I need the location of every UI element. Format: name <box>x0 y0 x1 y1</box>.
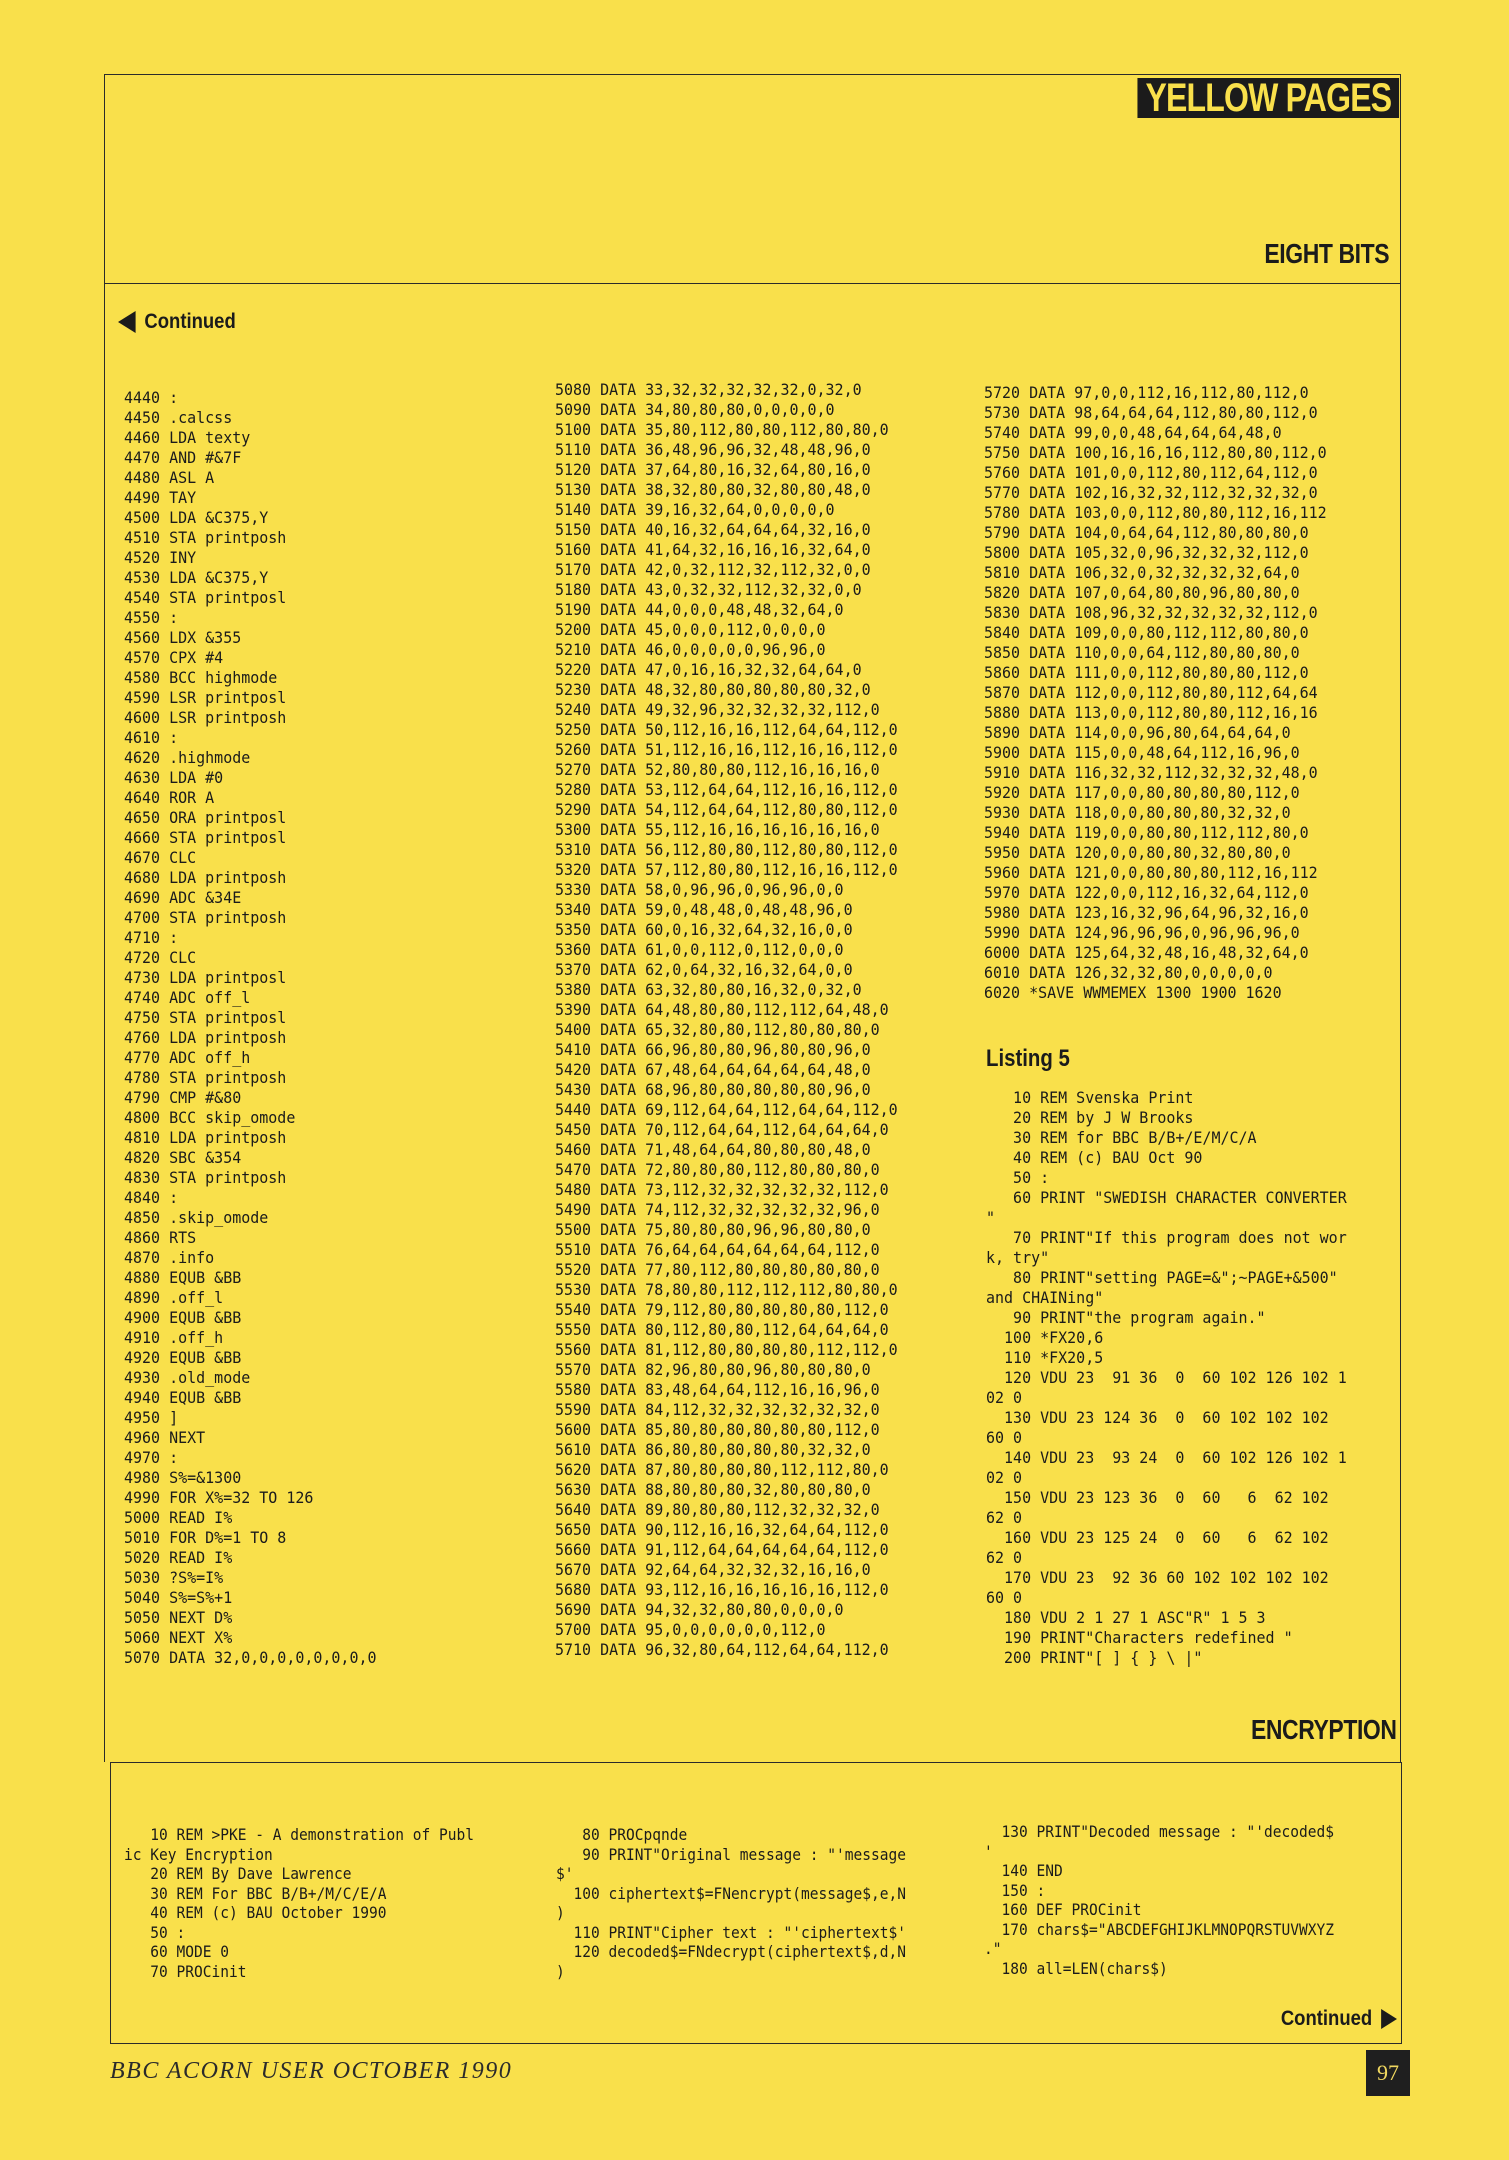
continued-top-label <box>118 310 236 334</box>
code-column-right: 5720 DATA 97,0,0,112,16,112,80,112,0 5730 DATA 98,64,64,64,112,80,80,112,0 5740 DATA 99,0,0,48,64,64,64,48,0 5750 DATA 100,16,16,16,112,80,80,112,0 5760 DATA 101,0,0,112,80,112,64,112,0 5770 DATA 102,16,32,32,112,32,32,32,0 5780 DATA 103,0,0,112,80,80,112,16,112 5790 DATA 104,0,64,64,112,80,80,80,0 5800 DATA 105,32,0,96,32,32,32,112,0 5810 DATA 106,32,0,32,32,32,32,64,0 5820 DATA 107,0,64,80,80,96,80,80,0 5830 DATA 108,96,32,32,32,32,32,112,0 5840 DATA 109,0,0,80,112,112,80,80,0 5850 DATA 110,0,0,64,112,80,80,80,0 5860 DATA 111,0,0,112,80,80,80,112,0 5870 DATA 112,0,0,112,80,80,112,64,64 5880 DATA 113,0,0,112,80,80,112,16,16 5890 DATA 114,0,0,96,80,64,64,64,0 5900 DATA 115,0,0,48,64,112,16,96,0 5910 DATA 116,32,32,112,32,32,32,48,0 5920 DATA 117,0,0,80,80,80,80,112,0 5930 DATA 118,0,0,80,80,80,32,32,0 5940 DATA 119,0,0,80,80,112,112,80,0 5950 DATA 120,0,0,80,80,32,80,80,0 5960 DATA 121,0,0,80,80,80,112,16,112 5970 DATA 122,0,0,112,16,32,64,112,0 5980 DATA 123,16,32,96,64,96,32,16,0 5990 DATA 124,96,96,96,0,96,96,96,0 6000 DATA 125,64,32,48,16,48,32,64,0 6010 DATA 126,32,32,80,0,0,0,0,0 6020 *SAVE WWMEMEX 1300 1900 1620 <box>984 383 1327 1002</box>
yellow-pages-banner: YELLOW PAGES <box>1137 78 1399 118</box>
code-column-left: 4440 : 4450 .calcss 4460 LDA texty 4470 AND #&7F 4480 ASL A 4490 TAY 4500 LDA &C375,Y 4510 STA printposh 4520 INY 4530 LDA &C375,Y 4540 STA printposl 4550 : 4560 LDX &355 4570 CPX #4 4580 BCC highmode 4590 LSR printposl 4600 LSR printposh 4610 : 4620 .highmode 4630 LDA #0 4640 ROR A 4650 ORA printposl 4660 STA printposl 4670 CLC 4680 LDA printposh 4690 ADC &34E 4700 STA printposh 4710 : 4720 CLC 4730 LDA printposl 4740 ADC off_l 4750 STA printposl 4760 LDA printposh 4770 ADC off_h 4780 STA printposh 4790 CMP #&80 4800 BCC skip_omode 4810 LDA printposh 4820 SBC &354 4830 STA printposh 4840 : 4850 .skip_omode 4860 RTS 4870 .info 4880 EQUB &BB 4890 .off_l 4900 EQUB &BB 4910 .off_h 4920 EQUB &BB 4930 .old_mode 4940 EQUB &BB 4950 ] 4960 NEXT 4970 : 4980 S%=&1300 4990 FOR X%=32 TO 126 5000 READ I% 5010 FOR D%=1 TO 8 5020 READ I% 5030 ?S%=I% 5040 S%=S%+1 5050 NEXT D% 5060 NEXT X% 5070 DATA 32,0,0,0,0,0,0,0,0 <box>124 388 377 1667</box>
continued-bottom-label <box>1281 2007 1397 2031</box>
section-title-eight-bits: EIGHT BITS <box>1264 238 1389 269</box>
page-number: 97 <box>1366 2050 1410 2096</box>
continued-text: Continued <box>1281 2007 1373 2030</box>
arrow-right-icon <box>1381 2009 1397 2029</box>
listing-5-code: 10 REM Svenska Print 20 REM by J W Brooks 30 REM for BBC B/B+/E/M/C/A 40 REM (c) BAU Oct 90 50 : 60 PRINT "SWEDISH CHARACTER CONVERTER " 70 PRINT"If this program does not wor k, try" 80 PRINT"setting PAGE=&";~PAGE+&500" and CHAINing" 90 PRINT"the program again." 100 *FX20,6 110 *FX20,5 120 VDU 23 91 36 0 60 102 126 102 1 02 0 130 VDU 23 124 36 0 60 102 102 102 60 0 140 VDU 23 93 24 0 60 102 126 102 1 02 0 150 VDU 23 123 36 0 60 6 62 102 62 0 160 VDU 23 125 24 0 60 6 62 102 62 0 170 VDU 23 92 36 60 102 102 102 102 60 0 180 VDU 2 1 27 1 ASC"R" 1 5 3 190 PRINT"Characters redefined " 200 PRINT"[ ] { } \ |" <box>986 1088 1347 1667</box>
encryption-code-left: 10 REM >PKE - A demonstration of Publ ic Key Encryption 20 REM By Dave Lawrence 30 REM For BBC B/B+/M/C/E/A 40 REM (c) BAU October 1990 50 : 60 MODE 0 70 PROCinit <box>124 1825 474 1981</box>
encryption-code-right: 130 PRINT"Decoded message : "'decoded$ ' 140 END 150 : 160 DEF PROCinit 170 chars$="ABCDEFGHIJKLMNOPQRSTUVWXYZ ." 180 all=LEN(chars$) <box>984 1822 1334 1978</box>
encryption-code-middle: 80 PROCpqnde 90 PRINT"Original message : "'message $' 100 ciphertext$=FNencrypt(message$,e,N ) 110 PRINT"Cipher text : "'ciphertext$' 120 decoded$=FNdecrypt(ciphertext$,d,N ) <box>556 1825 906 1981</box>
section-title-encryption: ENCRYPTION <box>1251 1714 1397 1745</box>
listing-5-title: Listing 5 <box>986 1045 1070 1072</box>
continued-text: Continued <box>144 310 236 333</box>
publication-footer: BBC ACORN USER OCTOBER 1990 <box>110 2058 513 2084</box>
arrow-left-icon <box>118 311 136 333</box>
code-column-middle: 5080 DATA 33,32,32,32,32,32,0,32,0 5090 DATA 34,80,80,80,0,0,0,0,0 5100 DATA 35,80,112,80,80,112,80,80,0 5110 DATA 36,48,96,96,32,48,48,96,0 5120 DATA 37,64,80,16,32,64,80,16,0 5130 DATA 38,32,80,80,32,80,80,48,0 5140 DATA 39,16,32,64,0,0,0,0,0 5150 DATA 40,16,32,64,64,64,32,16,0 5160 DATA 41,64,32,16,16,16,32,64,0 5170 DATA 42,0,32,112,32,112,32,0,0 5180 DATA 43,0,32,32,112,32,32,0,0 5190 DATA 44,0,0,0,48,48,32,64,0 5200 DATA 45,0,0,0,112,0,0,0,0 5210 DATA 46,0,0,0,0,0,96,96,0 5220 DATA 47,0,16,16,32,32,64,64,0 5230 DATA 48,32,80,80,80,80,80,32,0 5240 DATA 49,32,96,32,32,32,32,112,0 5250 DATA 50,112,16,16,112,64,64,112,0 5260 DATA 51,112,16,16,112,16,16,112,0 5270 DATA 52,80,80,80,112,16,16,16,0 5280 DATA 53,112,64,64,112,16,16,112,0 5290 DATA 54,112,64,64,112,80,80,112,0 5300 DATA 55,112,16,16,16,16,16,16,0 5310 DATA 56,112,80,80,112,80,80,112,0 5320 DATA 57,112,80,80,112,16,16,112,0 5330 DATA 58,0,96,96,0,96,96,0,0 5340 DATA 59,0,48,48,0,48,48,96,0 5350 DATA 60,0,16,32,64,32,16,0,0 5360 DATA 61,0,0,112,0,112,0,0,0 5370 DATA 62,0,64,32,16,32,64,0,0 5380 DATA 63,32,80,80,16,32,0,32,0 5390 DATA 64,48,80,80,112,112,64,48,0 5400 DATA 65,32,80,80,112,80,80,80,0 5410 DATA 66,96,80,80,96,80,80,96,0 5420 DATA 67,48,64,64,64,64,64,48,0 5430 DATA 68,96,80,80,80,80,80,96,0 5440 DATA 69,112,64,64,112,64,64,112,0 5450 DATA 70,112,64,64,112,64,64,64,0 5460 DATA 71,48,64,64,80,80,80,48,0 5470 DATA 72,80,80,80,112,80,80,80,0 5480 DATA 73,112,32,32,32,32,32,112,0 5490 DATA 74,112,32,32,32,32,32,96,0 5500 DATA 75,80,80,80,96,96,80,80,0 5510 DATA 76,64,64,64,64,64,64,112,0 5520 DATA 77,80,112,80,80,80,80,80,0 5530 DATA 78,80,80,112,112,112,80,80,0 5540 DATA 79,112,80,80,80,80,80,112,0 5550 DATA 80,112,80,80,112,64,64,64,0 5560 DATA 81,112,80,80,80,80,112,112,0 5570 DATA 82,96,80,80,96,80,80,80,0 5580 DATA 83,48,64,64,112,16,16,96,0 5590 DATA 84,112,32,32,32,32,32,32,0 5600 DATA 85,80,80,80,80,80,80,112,0 5610 DATA 86,80,80,80,80,80,32,32,0 5620 DATA 87,80,80,80,80,112,112,80,0 5630 DATA 88,80,80,80,32,80,80,80,0 5640 DATA 89,80,80,80,112,32,32,32,0 5650 DATA 90,112,16,16,32,64,64,112,0 5660 DATA 91,112,64,64,64,64,64,112,0 5670 DATA 92,64,64,32,32,32,16,16,0 5680 DATA 93,112,16,16,16,16,16,112,0 5690 DATA 94,32,32,80,80,0,0,0,0 5700 DATA 95,0,0,0,0,0,0,112,0 5710 DATA 96,32,80,64,112,64,64,112,0 <box>555 380 898 1659</box>
